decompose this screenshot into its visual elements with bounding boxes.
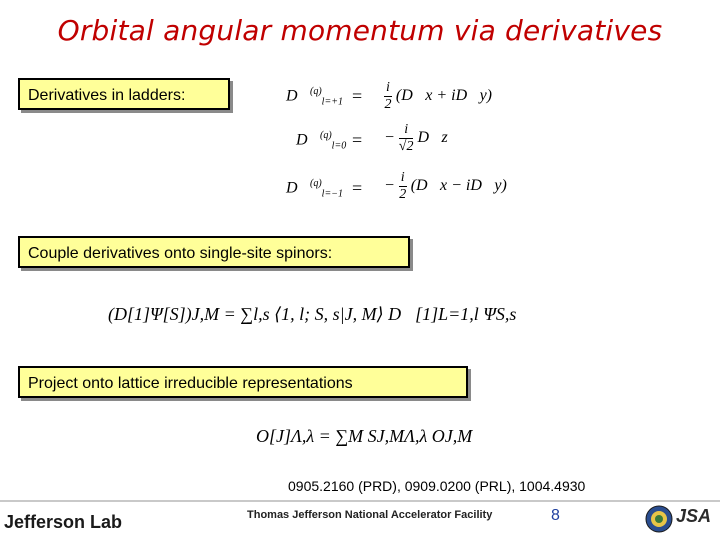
- ladder-eq-minus-rhs: − $\frac{i}{2}$ (D⃗x − iD⃗y): [384, 170, 507, 202]
- facility-name: Thomas Jefferson National Accelerator Facility: [247, 509, 493, 521]
- ladder-eq-plus-equals: =: [352, 86, 363, 106]
- coupling-equation: (D[1]Ψ[S])J,M = ∑l,s ⟨1, l; S, s|J, M⟩ D⃗[1]L=1,l ΨS,s: [108, 304, 517, 324]
- project-irreps-text: Project onto lattice irreducible representations: [28, 375, 353, 392]
- jsa-logo: JSA: [676, 506, 712, 526]
- couple-derivatives-label: [18, 236, 410, 268]
- ladder-eq-minus: D⃗$^{(q)}_{l=-1}$: [286, 178, 343, 200]
- ladder-eq-zero-equals: =: [352, 130, 363, 150]
- derivatives-ladders-label: [18, 78, 230, 110]
- jefferson-lab-logo: Jefferson Lab: [4, 512, 123, 532]
- ladder-eq-plus-rhs: $\frac{i}{2}$ (D⃗x + iD⃗y): [384, 80, 492, 112]
- footer-divider: [0, 500, 720, 502]
- ladder-eq-plus: D⃗$^{(q)}_{l=+1}$: [286, 86, 343, 108]
- projection-equation: O[J]Λ,λ = ∑M SJ,MΛ,λ OJ,M: [256, 426, 473, 446]
- slide-title: Orbital angular momentum via derivatives: [57, 14, 663, 47]
- reference-citations: 0905.2160 (PRD), 0909.0200 (PRL), 1004.4930: [288, 478, 586, 494]
- doe-seal-icon: [645, 505, 673, 533]
- project-irreps-label: [18, 366, 468, 398]
- ladder-eq-zero: D⃗$^{(q)}_{l=0}$: [296, 130, 347, 152]
- page-number: 8: [551, 507, 560, 524]
- derivatives-ladders-text: Derivatives in ladders:: [28, 87, 186, 104]
- couple-derivatives-text: Couple derivatives onto single-site spinors:: [28, 245, 333, 262]
- ladder-eq-zero-rhs: − $\frac{i}{√2}$ D⃗z: [384, 122, 448, 154]
- ladder-eq-minus-equals: =: [352, 178, 363, 198]
